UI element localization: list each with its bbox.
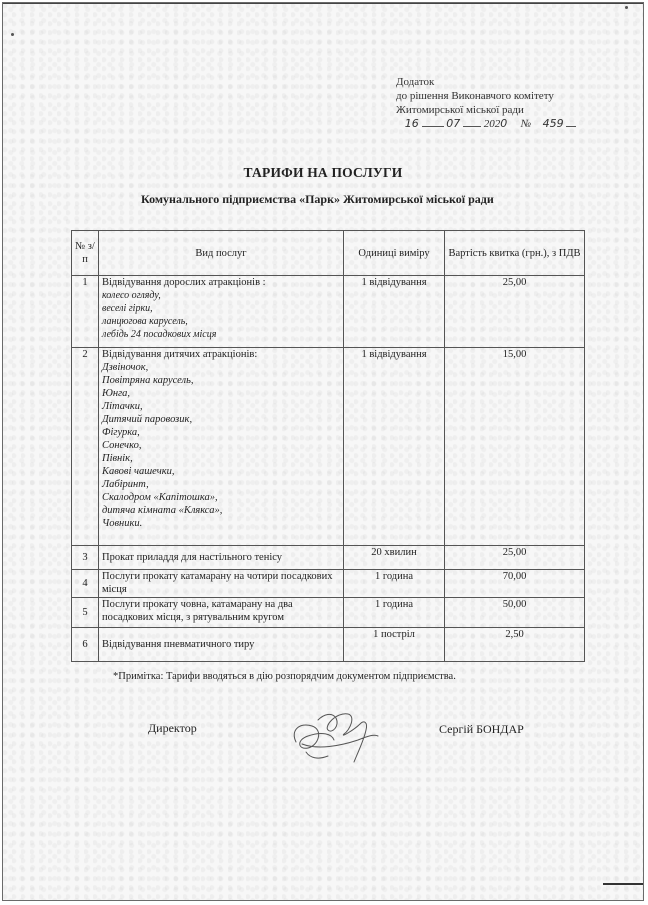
signatory-name: Сергій БОНДАР — [439, 722, 524, 736]
attraction-item: Півнік, — [102, 453, 133, 464]
attraction-item: колесо огляду, — [102, 290, 161, 301]
row-service: Послуги прокату катамарану на чотири посадкових місця — [99, 570, 344, 598]
attraction-item: Скалодром «Капітошка», — [102, 492, 218, 503]
approval-header — [396, 75, 576, 131]
table-row — [72, 348, 585, 546]
attraction-item: Літачки, — [102, 401, 143, 412]
row-num: 1 — [72, 276, 99, 348]
scan-top-border — [3, 3, 643, 4]
table-row — [72, 598, 585, 628]
table-row — [72, 276, 585, 348]
attraction-item: Дитячий паровозик, — [102, 414, 193, 425]
row-service — [99, 276, 344, 348]
row-service — [99, 348, 344, 546]
signatory-position: Директор — [148, 721, 197, 735]
row-price: 50,00 — [445, 598, 585, 628]
scan-speck — [11, 33, 14, 36]
service-title: Відвідування дитячих атракціонів: — [102, 349, 258, 360]
document-subtitle: Комунального підприємства «Парк» Житомирської міської ради — [141, 192, 494, 206]
row-unit: 1 година — [344, 570, 445, 598]
handwritten-signature — [288, 700, 383, 780]
row-num: 3 — [72, 546, 99, 570]
attraction-item: дитяча кімната «Клякса», — [102, 505, 223, 516]
row-service: Послуги прокату човна, катамарану на два посадкових місця, з рятувальним кругом — [99, 598, 344, 628]
order-number: 459 — [542, 117, 564, 130]
order-year-suffix: 0 — [500, 117, 508, 130]
table-row — [72, 546, 585, 570]
row-num: 4 — [72, 570, 99, 598]
footnote: *Примітка: Тарифи вводяться в дію розпорядчим документом підприємства. — [113, 671, 456, 682]
scan-edge-mark — [603, 883, 643, 885]
header-price: Вартість квитка (грн.), з ПДВ — [445, 231, 585, 276]
header-service: Вид послуг — [99, 231, 344, 276]
row-num: 2 — [72, 348, 99, 546]
header-num: № з/п — [72, 231, 99, 276]
table-row — [72, 570, 585, 598]
document-page — [2, 2, 644, 901]
row-unit: 20 хвилин — [344, 546, 445, 570]
header-line-1: Додаток — [396, 76, 435, 88]
table-header-row — [72, 231, 585, 276]
attraction-item: Дзвіночок, — [102, 362, 149, 373]
row-price: 2,50 — [445, 628, 585, 662]
document-title: ТАРИФИ НА ПОСЛУГИ — [243, 165, 403, 180]
order-year-prefix: 202 — [483, 118, 501, 130]
service-title: Відвідування дорослих атракціонів : — [102, 277, 266, 288]
attraction-item: Лабіринт, — [102, 479, 149, 490]
table-row — [72, 628, 585, 662]
attraction-item: Кавові чашечки, — [102, 466, 175, 477]
row-unit: 1 відвідування — [344, 276, 445, 348]
attraction-item: Човники. — [102, 518, 143, 529]
header-unit: Одиниці виміру — [344, 231, 445, 276]
attraction-item: Фігурка, — [102, 427, 140, 438]
tariffs-table — [71, 230, 585, 662]
row-service: Прокат приладдя для настільного тенісу — [99, 546, 344, 570]
order-day: 16 — [404, 117, 419, 130]
attraction-item: ланцюгова карусель, — [102, 316, 188, 327]
order-number-sign: № — [520, 118, 532, 130]
row-price: 25,00 — [445, 276, 585, 348]
row-num: 5 — [72, 598, 99, 628]
attraction-item: веселі гірки, — [102, 303, 153, 314]
header-line-3: Житомирської міської ради — [396, 104, 524, 116]
row-price: 15,00 — [445, 348, 585, 546]
attraction-item: Сонечко, — [102, 440, 142, 451]
row-price: 70,00 — [445, 570, 585, 598]
row-price: 25,00 — [445, 546, 585, 570]
row-service: Відвідування пневматичного тиру — [99, 628, 344, 662]
header-line-2: до рішення Виконавчого комітету — [396, 90, 554, 102]
row-unit: 1 відвідування — [344, 348, 445, 546]
order-date-number — [396, 117, 576, 131]
order-month: 07 — [446, 117, 461, 130]
attraction-item: Юнга, — [102, 388, 131, 399]
scan-speck — [625, 6, 628, 9]
row-num: 6 — [72, 628, 99, 662]
attraction-item: Повітряна карусель, — [102, 375, 194, 386]
attraction-item: лебідь 24 посадкових місця — [102, 329, 217, 340]
row-unit: 1 постріл — [344, 628, 445, 662]
row-unit: 1 година — [344, 598, 445, 628]
